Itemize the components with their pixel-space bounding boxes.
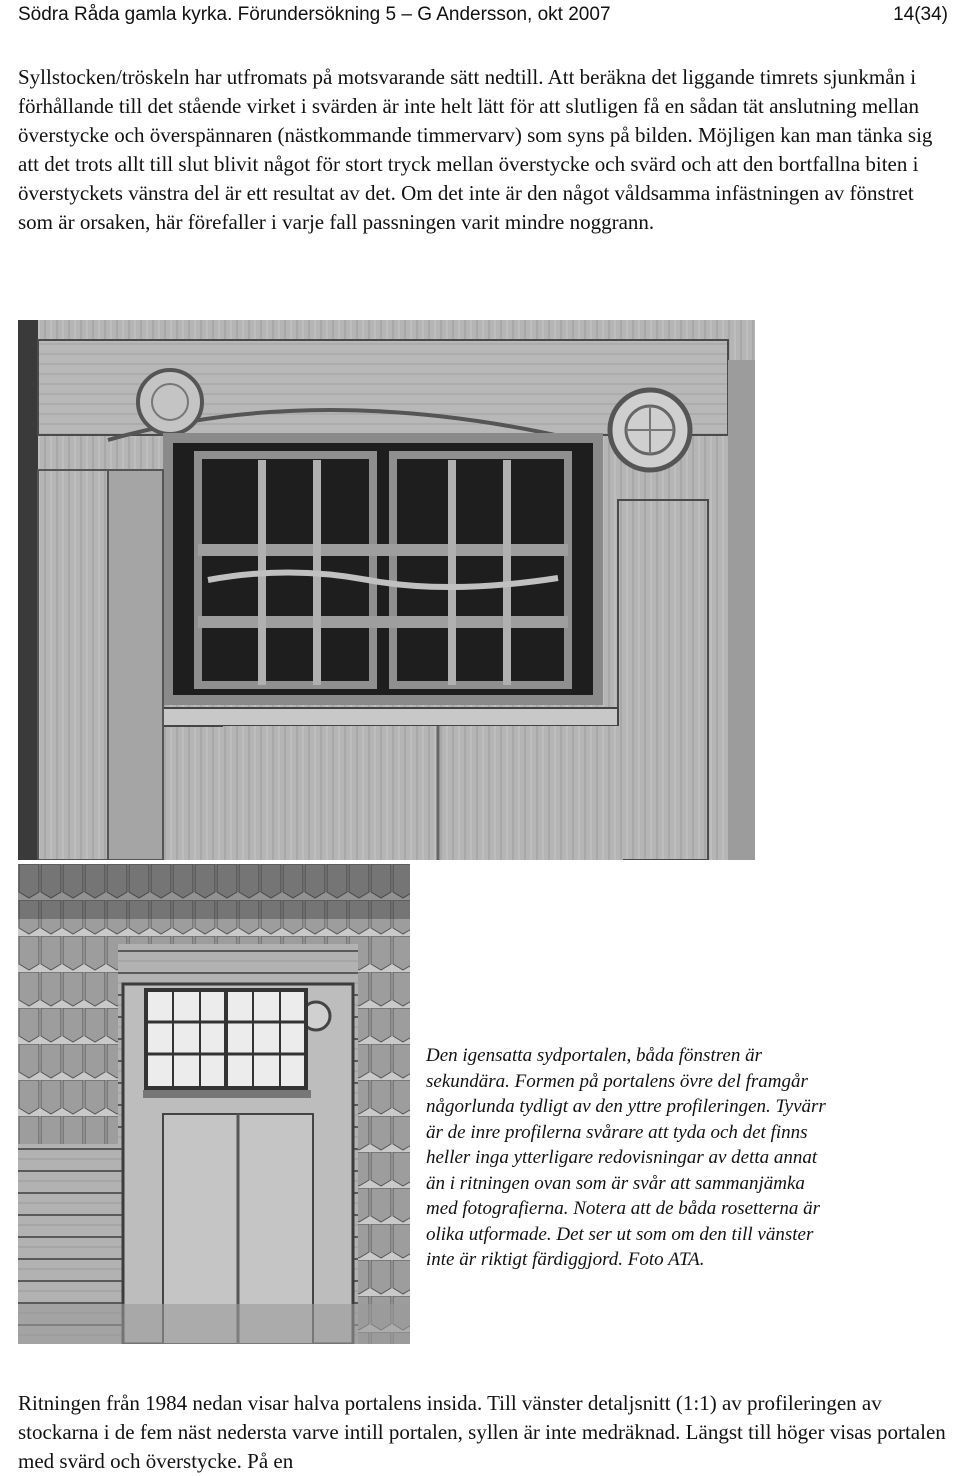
- document-title: Södra Råda gamla kyrka. Förundersökning 5 – G Andersson, okt 2007: [18, 4, 611, 25]
- south-portal-illustration: [18, 864, 410, 1344]
- photo-south-portal: [18, 864, 410, 1344]
- page-number: 14(34): [893, 4, 948, 25]
- window-closeup-illustration: [18, 320, 755, 860]
- body-paragraph-2: Ritningen från 1984 nedan visar halva portalens insida. Till vänster detaljsnitt (1:1) av profileringen av stockarna i de fem näst nedersta varve intill portalen, syllen är inte medräknad. Längst till höger visas portalen med svärd och överstycke. På en: [18, 1391, 946, 1473]
- photo-caption: Den igensatta sydportalen, båda fönstren är sekundära. Formen på portalens övre del framgår någorlunda tydligt av den yttre profileringen. Tyvärr är de inre profilerna svårare att tyda och det finns heller inga ytterligare redovisningar av detta annat än i ritningen ovan som är svår att sammanjämka med fotografierna. Notera att de båda rosetterna är olika utformade. Det ser ut som om den till vänster inte är riktigt färdiggjord. Foto ATA.: [426, 1045, 826, 1270]
- page-header: [18, 0, 948, 30]
- body-paragraph-1: Syllstocken/tröskeln har utfromats på motsvarande sätt nedtill. Att beräkna det liggande timrets sjunkmån i förhållande till det stående virket i svärden är inte helt lätt för att slutligen få en sådan tät anslutning mellan överstycke och överspännaren (nästkommande timmervarv) som syns på bilden. Möjligen kan man tänka sig att det trots allt till slut blivit något för stort tryck mellan överstycke och svärd och att den bortfallna biten i överstyckets vänstra del är ett resultat av det. Om det inte är den något våldsamma infästningen av fönstret som är orsaken, här förefaller i varje fall passningen varit mindre noggrann.: [18, 65, 933, 234]
- photo-window-closeup: [18, 320, 755, 860]
